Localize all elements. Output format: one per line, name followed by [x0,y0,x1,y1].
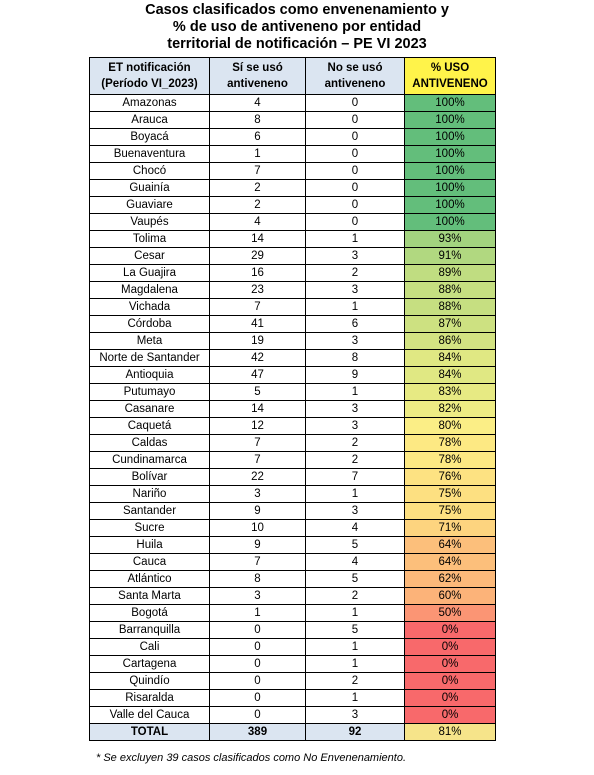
table-row [90,384,496,401]
cell-no: 1 [306,299,405,316]
table-row [90,146,496,163]
cell-et: Risaralda [90,690,210,707]
cell-pct: 75% [405,486,496,503]
cell-si: 9 [210,537,306,554]
cell-si: 41 [210,316,306,333]
cell-no: 4 [306,554,405,571]
table-row [90,163,496,180]
cell-pct: 100% [405,95,496,112]
cell-pct: 91% [405,248,496,265]
table-row [90,248,496,265]
cell-no: 2 [306,265,405,282]
table-row [90,112,496,129]
cell-et: Barranquilla [90,622,210,639]
cell-si: 4 [210,95,306,112]
cell-si: 16 [210,265,306,282]
cell-pct: 88% [405,299,496,316]
cell-et: Cauca [90,554,210,571]
table-row [90,452,496,469]
cell-et: Cali [90,639,210,656]
table-row [90,656,496,673]
table-row [90,231,496,248]
cell-no: 0 [306,95,405,112]
cell-pct: 100% [405,112,496,129]
cell-si: 14 [210,401,306,418]
cell-pct: 88% [405,282,496,299]
table-row [90,214,496,231]
cell-no: 2 [306,452,405,469]
cell-et: Boyacá [90,129,210,146]
cell-et: Arauca [90,112,210,129]
cell-si: 0 [210,690,306,707]
cell-si: 2 [210,180,306,197]
table-title [0,2,594,53]
cell-pct: 64% [405,554,496,571]
cell-no: 1 [306,486,405,503]
cell-pct: 78% [405,452,496,469]
title-line: % de uso de antiveneno por entidad [172,19,422,35]
header-pct: % USO ANTIVENENO [405,58,496,95]
table-row [90,503,496,520]
cell-pct: 71% [405,520,496,537]
header-no: No se usó antiveneno [306,58,405,95]
header-row [90,58,496,95]
cell-no: 3 [306,707,405,724]
cell-no: 0 [306,112,405,129]
table-row [90,418,496,435]
cell-pct: 80% [405,418,496,435]
table-row [90,673,496,690]
cell-no: 9 [306,367,405,384]
table-row [90,129,496,146]
cell-si: 12 [210,418,306,435]
cell-no: 6 [306,316,405,333]
cell-si: 3 [210,486,306,503]
cell-pct: 100% [405,214,496,231]
cell-pct: 82% [405,401,496,418]
cell-pct: 100% [405,146,496,163]
table-row [90,537,496,554]
cell-si: 7 [210,299,306,316]
cell-pct: 100% [405,197,496,214]
cell-et: Guaviare [90,197,210,214]
cell-si: 7 [210,435,306,452]
cell-no: 0 [306,197,405,214]
table-row [90,707,496,724]
cell-pct: 100% [405,129,496,146]
cell-et: Santander [90,503,210,520]
table-row [90,520,496,537]
total-pct: 81% [405,724,496,741]
table-row [90,435,496,452]
cell-si: 5 [210,384,306,401]
header-et: ET notificación (Período VI_2023) [90,58,210,95]
cell-pct: 93% [405,231,496,248]
cell-no: 5 [306,571,405,588]
cell-et: Cesar [90,248,210,265]
table-row [90,690,496,707]
cell-et: Cundinamarca [90,452,210,469]
cell-pct: 86% [405,333,496,350]
cell-si: 6 [210,129,306,146]
table-row [90,401,496,418]
cell-et: Bolívar [90,469,210,486]
cell-si: 1 [210,605,306,622]
cell-no: 2 [306,673,405,690]
cell-si: 7 [210,554,306,571]
cell-et: Caldas [90,435,210,452]
cell-si: 3 [210,588,306,605]
cell-et: Bogotá [90,605,210,622]
table-row [90,605,496,622]
cell-si: 1 [210,146,306,163]
table-row [90,350,496,367]
cell-et: Córdoba [90,316,210,333]
cell-si: 7 [210,452,306,469]
cell-et: Cartagena [90,656,210,673]
table-row [90,554,496,571]
header-si: Sí se usó antiveneno [210,58,306,95]
cell-et: Valle del Cauca [90,707,210,724]
cell-pct: 87% [405,316,496,333]
title-line: territorial de notificación – PE VI 2023 [167,36,427,52]
cell-si: 0 [210,639,306,656]
cell-et: Santa Marta [90,588,210,605]
cell-et: Norte de Santander [90,350,210,367]
cell-pct: 0% [405,707,496,724]
cell-no: 0 [306,129,405,146]
cell-pct: 76% [405,469,496,486]
cell-si: 29 [210,248,306,265]
cell-no: 1 [306,690,405,707]
table-row [90,639,496,656]
cell-si: 14 [210,231,306,248]
cell-no: 2 [306,588,405,605]
cell-et: Amazonas [90,95,210,112]
table-body [90,95,496,724]
cell-no: 1 [306,605,405,622]
cell-no: 0 [306,214,405,231]
cell-no: 3 [306,418,405,435]
cell-pct: 0% [405,639,496,656]
cell-et: Tolima [90,231,210,248]
table-row [90,197,496,214]
title-line: Casos clasificados como envenenamiento y [145,2,449,18]
cell-et: Casanare [90,401,210,418]
cell-et: Putumayo [90,384,210,401]
cell-et: Antioquia [90,367,210,384]
cell-pct: 0% [405,690,496,707]
cell-pct: 78% [405,435,496,452]
table-row [90,265,496,282]
cell-si: 19 [210,333,306,350]
table-row [90,316,496,333]
cell-no: 3 [306,248,405,265]
table-row [90,622,496,639]
table-row [90,367,496,384]
cell-no: 7 [306,469,405,486]
cell-si: 4 [210,214,306,231]
cell-no: 1 [306,384,405,401]
table-row [90,282,496,299]
cell-et: Nariño [90,486,210,503]
cell-no: 1 [306,656,405,673]
cell-si: 47 [210,367,306,384]
cell-pct: 0% [405,622,496,639]
cell-si: 0 [210,673,306,690]
cell-si: 42 [210,350,306,367]
cell-no: 2 [306,435,405,452]
total-si: 389 [210,724,306,741]
cell-no: 0 [306,146,405,163]
total-label: TOTAL [90,724,210,741]
cell-et: Caquetá [90,418,210,435]
cell-no: 5 [306,622,405,639]
cell-pct: 89% [405,265,496,282]
cell-no: 8 [306,350,405,367]
cell-no: 3 [306,282,405,299]
table-row [90,180,496,197]
table-row [90,469,496,486]
cell-no: 0 [306,163,405,180]
table-row [90,486,496,503]
table-row [90,571,496,588]
cell-no: 3 [306,401,405,418]
cell-pct: 83% [405,384,496,401]
cell-pct: 84% [405,350,496,367]
cell-et: Magdalena [90,282,210,299]
cell-et: Atlántico [90,571,210,588]
cell-pct: 62% [405,571,496,588]
cell-pct: 100% [405,163,496,180]
total-row [90,724,496,741]
cell-pct: 0% [405,656,496,673]
cell-si: 22 [210,469,306,486]
cell-pct: 50% [405,605,496,622]
footnote: * Se excluyen 39 casos clasificados como No Envenenamiento. [96,752,407,764]
cell-si: 7 [210,163,306,180]
cell-pct: 60% [405,588,496,605]
cell-no: 3 [306,503,405,520]
table-row [90,95,496,112]
cell-et: Chocó [90,163,210,180]
cell-pct: 64% [405,537,496,554]
cell-no: 3 [306,333,405,350]
cell-si: 8 [210,112,306,129]
cell-si: 2 [210,197,306,214]
cell-no: 0 [306,180,405,197]
cell-si: 10 [210,520,306,537]
cell-et: Sucre [90,520,210,537]
table-row [90,333,496,350]
cell-si: 9 [210,503,306,520]
cell-si: 0 [210,707,306,724]
cell-si: 23 [210,282,306,299]
cell-et: Vichada [90,299,210,316]
cell-pct: 100% [405,180,496,197]
total-no: 92 [306,724,405,741]
cell-pct: 84% [405,367,496,384]
cell-pct: 0% [405,673,496,690]
cell-no: 1 [306,231,405,248]
cell-et: La Guajira [90,265,210,282]
cell-et: Quindío [90,673,210,690]
cell-pct: 75% [405,503,496,520]
cell-no: 4 [306,520,405,537]
cell-et: Buenaventura [90,146,210,163]
table-row [90,299,496,316]
cell-et: Guainía [90,180,210,197]
cell-et: Huila [90,537,210,554]
cell-et: Meta [90,333,210,350]
cell-si: 8 [210,571,306,588]
cases-table [89,57,496,741]
cell-si: 0 [210,656,306,673]
table-row [90,588,496,605]
cell-et: Vaupés [90,214,210,231]
cell-no: 5 [306,537,405,554]
cell-si: 0 [210,622,306,639]
cell-no: 1 [306,639,405,656]
